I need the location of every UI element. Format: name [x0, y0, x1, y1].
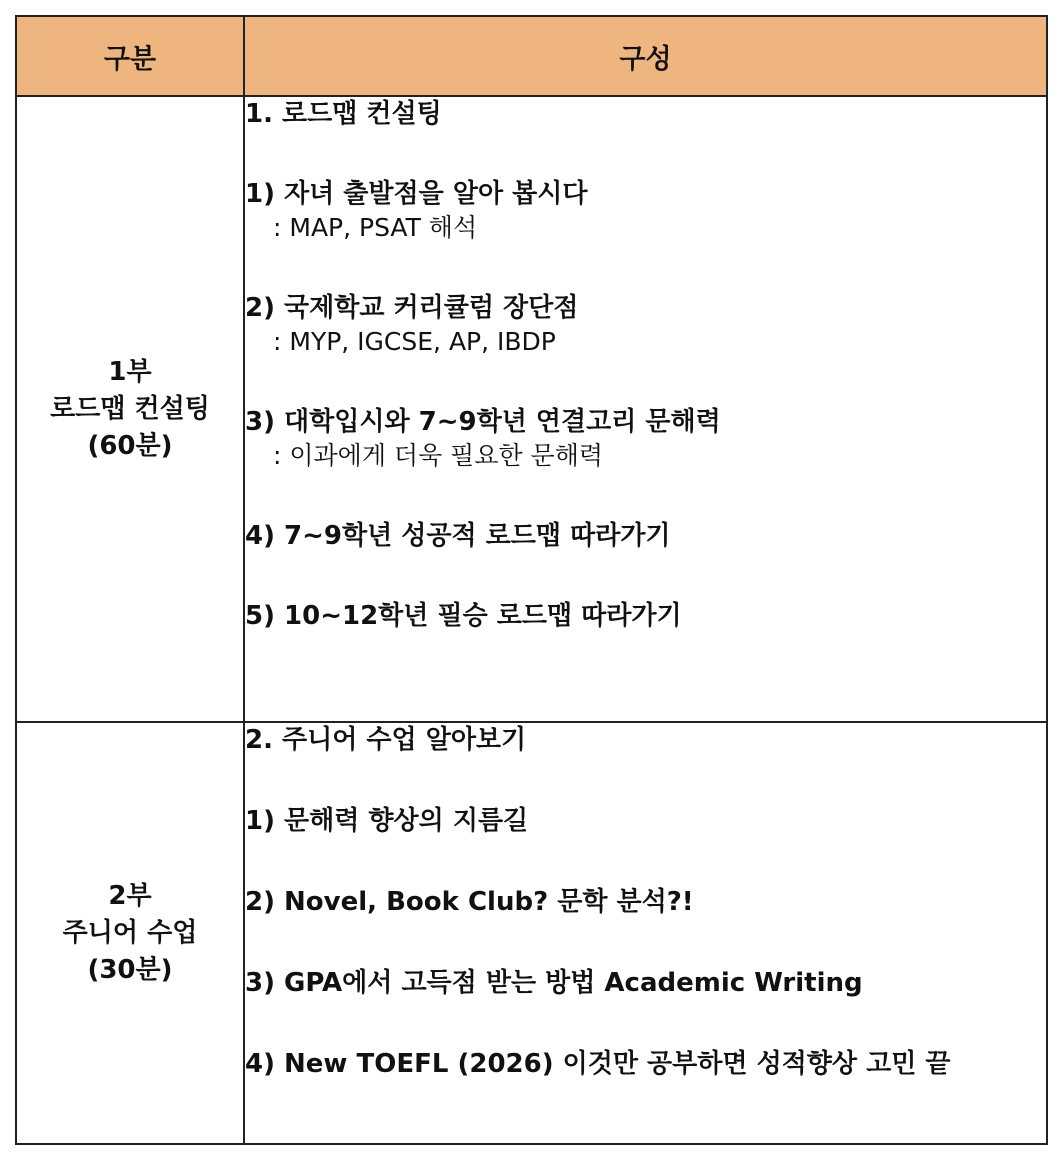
header-category: 구분	[16, 16, 244, 96]
list-item-text: 5) 10~12학년 필승 로드맵 따라가기	[245, 601, 682, 631]
list-item-sub: : MYP, IGCSE, AP, IBDP	[273, 327, 556, 356]
list-item-text: 1) 자녀 출발점을 알아 봅시다	[245, 179, 588, 209]
list-item	[245, 966, 1046, 1000]
header-row	[16, 16, 1047, 96]
list-item	[245, 177, 1046, 245]
list-item	[245, 291, 1046, 359]
list-item-text: 2) 국제학교 커리큘럼 장단점	[245, 293, 579, 323]
content-title: 2. 주니어 수업 알아보기	[245, 725, 527, 755]
list-item	[245, 885, 1046, 919]
list-item-sub: : MAP, PSAT 해석	[273, 213, 478, 242]
list-item-text: 1) 문해력 향상의 지름길	[245, 806, 529, 836]
content-cell	[244, 96, 1047, 722]
list-item	[245, 599, 1046, 633]
section-name: 주니어 수업	[62, 917, 198, 948]
section-name: 로드맵 컨설팅	[50, 393, 210, 424]
list-item	[245, 1047, 1046, 1081]
table-row	[16, 96, 1047, 722]
list-item	[245, 804, 1046, 838]
list-item-text: 4) New TOEFL (2026) 이것만 공부하면 성적향상 고민 끝	[245, 1049, 951, 1079]
list-item	[245, 405, 1046, 473]
section-part: 1부	[108, 356, 152, 387]
table-row	[16, 722, 1047, 1144]
list-item-text: 3) GPA에서 고득점 받는 방법 Academic Writing	[245, 968, 863, 998]
section-part: 2부	[108, 880, 152, 911]
section-duration: (30분)	[87, 954, 173, 985]
schedule-table	[15, 15, 1048, 1145]
section-duration: (60분)	[87, 430, 173, 461]
section-cell	[16, 722, 244, 1144]
content-cell	[244, 722, 1047, 1144]
list-item-text: 3) 대학입시와 7~9학년 연결고리 문해력	[245, 407, 721, 437]
list-item	[245, 519, 1046, 553]
list-item-sub: : 이과에게 더욱 필요한 문해력	[273, 441, 604, 470]
header-composition: 구성	[244, 16, 1047, 96]
list-item-text: 4) 7~9학년 성공적 로드맵 따라가기	[245, 521, 671, 551]
section-cell	[16, 96, 244, 722]
content-title: 1. 로드맵 컨설팅	[245, 99, 442, 129]
list-item-text: 2) Novel, Book Club? 문학 분석?!	[245, 887, 694, 917]
